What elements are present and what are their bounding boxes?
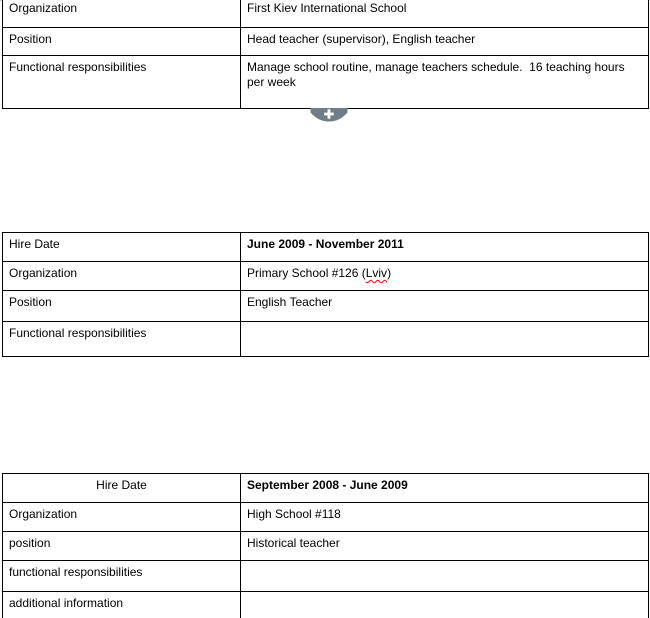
table-row: [3, 503, 649, 532]
value-text: Primary School #126 (: [247, 266, 366, 280]
organization-value-cell[interactable]: [241, 262, 649, 291]
position-value-cell[interactable]: Head teacher (supervisor), English teacher: [241, 28, 649, 56]
hire-date-label-cell[interactable]: Hire Date: [3, 233, 241, 262]
table-row: [3, 592, 649, 618]
table-row: [3, 0, 649, 28]
table-row: [3, 56, 649, 109]
position-value-cell[interactable]: Historical teacher: [241, 532, 649, 561]
organization-label-cell[interactable]: Organization: [3, 262, 241, 291]
table-row: [3, 233, 649, 262]
add-row-button[interactable]: [310, 108, 348, 122]
position-label-cell[interactable]: Position: [3, 291, 241, 322]
experience-table-2: [2, 232, 649, 357]
functional-responsibilities-label-cell[interactable]: Functional responsibilities: [3, 56, 241, 109]
hire-date-label-cell[interactable]: Hire Date: [3, 474, 241, 503]
table-row: [3, 262, 649, 291]
table-row: [3, 561, 649, 592]
functional-responsibilities-label-cell[interactable]: functional responsibilities: [3, 561, 241, 592]
position-label-cell[interactable]: position: [3, 532, 241, 561]
functional-responsibilities-value-cell[interactable]: Manage school routine, manage teachers schedule. 16 teaching hours per week: [241, 56, 649, 109]
table-row: [3, 474, 649, 503]
experience-table-3: [2, 473, 649, 618]
organization-value-cell[interactable]: First Kiev International School: [241, 0, 649, 28]
misspelled-word: Lviv: [365, 266, 388, 280]
position-label-cell[interactable]: Position: [3, 28, 241, 56]
additional-information-label-cell[interactable]: additional information: [3, 592, 241, 618]
plus-icon: [310, 108, 348, 122]
organization-label-cell[interactable]: Organization: [3, 0, 241, 28]
value-text: ): [387, 266, 392, 280]
functional-responsibilities-value-cell[interactable]: [241, 322, 649, 357]
position-value-cell[interactable]: English Teacher: [241, 291, 649, 322]
table-row: [3, 28, 649, 56]
hire-date-value-cell[interactable]: June 2009 - November 2011: [241, 233, 649, 262]
table-row: [3, 322, 649, 357]
table-row: [3, 291, 649, 322]
functional-responsibilities-value-cell[interactable]: [241, 561, 649, 592]
organization-value-cell[interactable]: High School #118: [241, 503, 649, 532]
organization-label-cell[interactable]: Organization: [3, 503, 241, 532]
experience-table-1: [2, 0, 649, 109]
hire-date-value-cell[interactable]: September 2008 - June 2009: [241, 474, 649, 503]
functional-responsibilities-label-cell[interactable]: Functional responsibilities: [3, 322, 241, 357]
additional-information-value-cell[interactable]: [241, 592, 649, 618]
table-row: [3, 532, 649, 561]
